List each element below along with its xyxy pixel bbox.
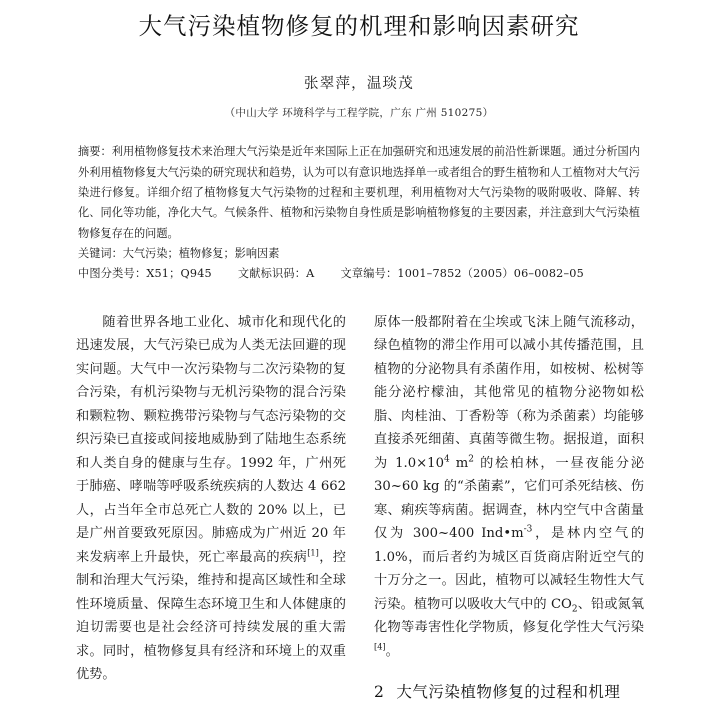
page-title: 大气污染植物修复的机理和影响因素研究 (138, 12, 580, 40)
article-id-label: 文章编号： (340, 267, 398, 281)
author-affiliation: （中山大学 环境科学与工程学院，广东 广州 510275） (224, 107, 494, 120)
keywords-line (78, 244, 640, 264)
exponent-minus-three: -3 (523, 524, 533, 535)
section-heading (374, 679, 644, 707)
section-number: 2 (374, 683, 385, 702)
right-paragraph-part-6: 。 (385, 643, 399, 659)
reference-marker-1: [1] (307, 547, 319, 558)
subscript-two: 2 (571, 604, 578, 615)
document-code-label: 文献标识码： (237, 267, 307, 281)
keywords-text: 大气污染；植物修复；影响因素 (122, 247, 280, 261)
right-paragraph-part-2: m (449, 455, 469, 471)
abstract-label: 摘要： (78, 145, 112, 159)
reference-marker-4: [4] (374, 641, 386, 652)
clc-value: X51；Q945 (146, 267, 212, 281)
right-paragraph-part-4: ，是林内空气的 1.0%，而后者约为城区百货商店附近空气的十万分之一。因此，植物可以减轻生物性大气污染。植物可以吸收大气中的 CO (374, 526, 645, 612)
left-column-paragraph (76, 311, 346, 687)
paper-page (0, 12, 718, 702)
document-code-value: A (306, 267, 315, 281)
right-paragraph-part-5: 、铅或氮氧化物等毒害性化学物质，修复化学性大气污染 (374, 596, 645, 636)
exponent-four: 4 (443, 454, 450, 465)
exponent-two: 2 (468, 454, 474, 465)
abstract-text: 利用植物修复技术来治理大气污染是近年来国际上正在加强研究和迅速发展的前沿性新课题。通过分析国内外利用植物修复大气污染的研究现状和趋势，认为可以有意识地选择单一或者组合的野生植物和人工植物对大气污染进行修复。详细介绍了植物修复大气污染物的过程和主要机理，利用植物对大气污染物的吸附吸收、降解、转化、同化等功能，净化大气。气候条件、植物和污染物自身性质是影响植物修复的主要因素，并注意到大气污染植物修复存在的问题。 (78, 145, 640, 240)
right-paragraph-part-1: 原体一般都附着在尘埃或飞沫上随气流移动，绿色植物的滞尘作用可以减小其传播范围，且植物的分泌物具有杀菌作用，如桉树、松树等能分泌柠檬油，其他常见的植物分泌物如松脂、肉桂油、丁香粉等（称为杀菌素）均能够直接杀死细菌、真菌等微生物。据报道，面积为 1.0×10 (374, 314, 644, 471)
keywords-label: 关键词： (78, 247, 123, 261)
right-column-paragraph (374, 311, 644, 664)
right-column (374, 311, 644, 707)
abstract-block (78, 142, 640, 285)
article-id-value: 1001–7852（2005）06–0082–05 (397, 267, 584, 281)
right-paragraph-part-3: 的桧柏林，一昼夜能分泌 30~60 kg 的“杀菌素”，它们可杀死结核、伤寒、痢疾等病菌。据调查，林内空气中含菌量仅为 300~400 Ind•m (374, 455, 645, 542)
author-list: 张翠萍，温琰茂 (304, 76, 414, 93)
left-paragraph-part-1: 随着世界各地工业化、城市化和现代化的迅速发展，大气污染已成为人类无法回避的现实问题。大气中一次污染物与二次污染物的复合污染，有机污染物与无机污染物的混合污染和颗粒物、颗粒携带污染物与气态污染物的交织污染已直接或间接地威胁到了陆地生态系统和人类自身的健康与生存。1992 年，广州死于肺癌、哮喘等呼吸系统疾病的人数达 4 662 人，占当年全市总死亡人数的 20% 以上，已是广州首要致死原因。肺癌成为广州近 20 年来发病率上升最快，死亡率最高的疾病 (76, 314, 346, 565)
clc-label: 中图分类号： (78, 267, 147, 281)
body-columns (76, 311, 645, 707)
abstract-paragraph (78, 142, 640, 244)
classification-line (78, 264, 640, 284)
left-column (76, 311, 346, 707)
section-heading-text: 大气污染植物修复的过程和机理 (396, 683, 621, 702)
left-paragraph-part-2: ，控制和治理大气污染，维持和提高区域性和全球性环境质量、保障生态环境卫生和人体健康的迫切需要也是社会经济可持续发展的重大需求。同时，植物修复具有经济和环境上的双重优势。 (76, 549, 346, 683)
